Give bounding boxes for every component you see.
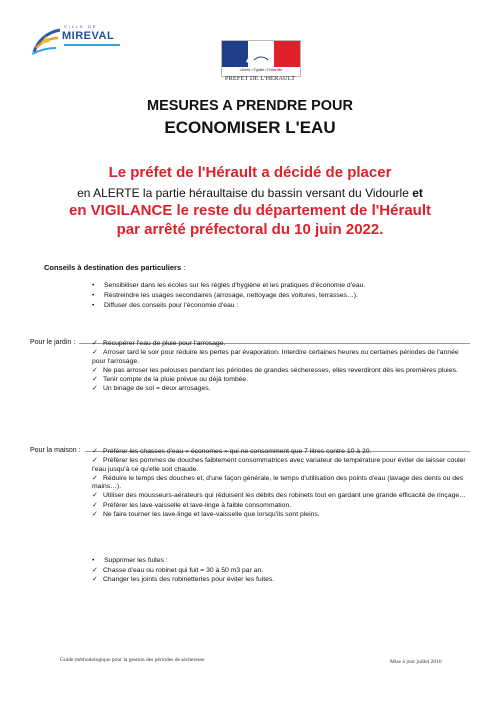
check-icon: ✓ — [92, 349, 98, 357]
intro-line1: Le préfet de l'Hérault a décidé de placer — [108, 164, 392, 181]
check-icon: ✓ — [92, 457, 98, 465]
mireval-logo — [30, 22, 122, 56]
maison-item — [92, 457, 474, 474]
jardin-item — [92, 376, 474, 385]
logo-underline — [64, 44, 120, 46]
check-icon: ✓ — [92, 340, 98, 347]
check-icon: ✓ — [92, 448, 98, 455]
intro-line2-text: en ALERTE la partie héraultaise du bassin versant du Vidourle — [77, 186, 409, 200]
maison-item — [92, 475, 474, 492]
maison-list — [92, 448, 474, 520]
particuliers-colon: : — [181, 263, 186, 272]
fuites-item — [92, 576, 474, 585]
fuites-title: • Supprimer les fuites : — [92, 557, 474, 566]
republic-motto: Liberté • Égalité • Fraternité — [239, 68, 283, 72]
check-icon: ✓ — [92, 567, 98, 575]
fuites-item-text: Chasse d'eau ou robinet qui fuit = 30 à 50 m3 par an. — [103, 567, 264, 575]
fuites-block — [92, 557, 474, 585]
intro-line2-et: et — [408, 186, 423, 200]
jardin-list — [92, 340, 474, 394]
title-line1: MESURES A PRENDRE POUR — [147, 98, 353, 114]
jardin-item-text: Ne pas arroser les pelouses pendant les périodes de grandes sécheresses, elles reverdiront dès les premières pluies. — [103, 366, 458, 374]
check-icon: ✓ — [92, 366, 98, 374]
maison-item — [92, 502, 474, 511]
maison-label: Pour la maison : — [30, 447, 85, 454]
maison-item-text: Préférer les chasses d'eau « économes » qui ne consomment que 7 litres contre 10 à 20. — [103, 448, 372, 455]
jardin-label: Pour le jardin : — [30, 339, 79, 346]
jardin-item-text: Récupérer l'eau de pluie pour l'arrosage. — [103, 340, 226, 347]
particuliers-title-text: Conseils à destination des particuliers — [44, 263, 182, 272]
marianne-icon — [242, 44, 280, 66]
jardin-item — [92, 340, 474, 349]
check-icon: ✓ — [92, 510, 98, 518]
logo-town-name: MIREVAL — [62, 30, 115, 42]
footer-guide: Guide méthodologique pour la gestion des périodes de sécheresse — [60, 657, 205, 663]
prefet-label: PREFET DE L'HERAULT — [224, 75, 296, 82]
maison-item-text: Ne faire tourner les lave-linge et lave-vaisselle que lorsqu'ils sont pleins. — [103, 510, 320, 518]
jardin-item — [92, 367, 474, 376]
maison-item — [92, 448, 474, 457]
jardin-item-text: Arroser tard le soir pour réduire les pertes par évaporation. Interdire certaines heures ou certaines périodes de l'année pour l'arrosage. — [92, 349, 459, 365]
intro-line2 — [0, 186, 500, 200]
maison-item — [92, 511, 474, 520]
fuites-item — [92, 567, 474, 576]
title-line2: ECONOMISER L'EAU — [164, 118, 336, 137]
jardin-item-text: Tenir compte de la pluie prévue ou déjà tombée. — [103, 375, 249, 383]
check-icon: ✓ — [92, 501, 98, 509]
intro-line4: par arrêté préfectoral du 10 juin 2022. — [116, 221, 384, 238]
maison-item — [92, 492, 474, 501]
jardin-item-text: Un binage de sol = deux arrosages. — [103, 384, 211, 392]
check-icon: ✓ — [92, 375, 98, 383]
check-icon: ✓ — [92, 474, 98, 482]
particuliers-item: • Diffuser des conseils pour l'économie d'eau : — [92, 302, 472, 311]
republique-logo — [221, 40, 301, 77]
maison-item-text: Préférer les lave-vaisselle et lave-linge à faible consommation. — [103, 501, 292, 509]
particuliers-item: • Restreindre les usages secondaires (arrosage, nettoyage des voitures, terrasses…). — [92, 292, 472, 301]
jardin-item — [92, 385, 474, 394]
jardin-item — [92, 349, 474, 366]
check-icon: ✓ — [92, 576, 98, 584]
check-icon: ✓ — [92, 384, 98, 392]
maison-item-text: Utiliser des mousseurs-aérateurs qui réduisent les débits des robinets tout en gardant une grande efficacité de rinçage… — [103, 492, 466, 500]
check-icon: ✓ — [92, 492, 98, 500]
particuliers-item: • Sensibiliser dans les écoles sur les règles d'hygiène et les pratiques d'économie d'eau. — [92, 282, 472, 291]
logo-small-text: VILLE DE — [64, 24, 98, 29]
maison-item-text: Préférer les pommes de douches faiblement consommatrices avec variateur de température pour éviter de laisser couler l'eau jusqu'à ce qu'elle soit chaude. — [92, 457, 466, 473]
intro-line3: en VIGILANCE le reste du département de l'Hérault — [69, 202, 431, 219]
maison-item-text: Réduire le temps des douches et, d'une façon générale, le temps d'utilisation des points d'eau (lavage des dents ou des mains…). — [92, 474, 464, 491]
particuliers-title — [44, 263, 185, 272]
footer-update: Mise à jour juillet 2010 — [390, 659, 442, 665]
particuliers-list — [92, 282, 472, 312]
fuites-item-text: Changer les joints des robinetteries pour éviter les fuites. — [103, 576, 275, 584]
